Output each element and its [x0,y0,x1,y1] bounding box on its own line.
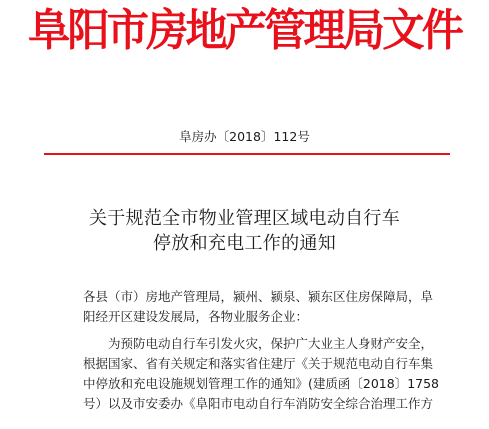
body-line-3: 中停放和充电设施规划管理工作的通知》(建质函〔2018〕1758 [83,376,440,391]
body-line-1: 为预防电动自行车引发火灾，保护广大业主人身财产安全， [108,336,434,351]
document-title-line-2: 停放和充电工作的通知 [153,233,336,254]
addressee-line-2: 阳经开区建设发展局，各物业服务企业： [83,309,309,324]
addressee-line-1: 各县（市）房地产管理局，颍州、颍泉、颍东区住房保障局，阜 [83,289,434,304]
document-masthead: 阜阳市房地产管理局文件 [28,5,461,56]
body-line-2: 根据国家、省有关规定和落实省住建厅《关于规范电动自行车集 [83,356,434,371]
document-number: 阜房办〔2018〕112号 [179,129,310,144]
document-title-line-1: 关于规范全市物业管理区域电动自行车 [88,208,401,229]
red-separator-line [44,153,450,155]
body-line-4: 号）以及市安委办《阜阳市电动自行车消防安全综合治理工作方 [83,396,434,411]
